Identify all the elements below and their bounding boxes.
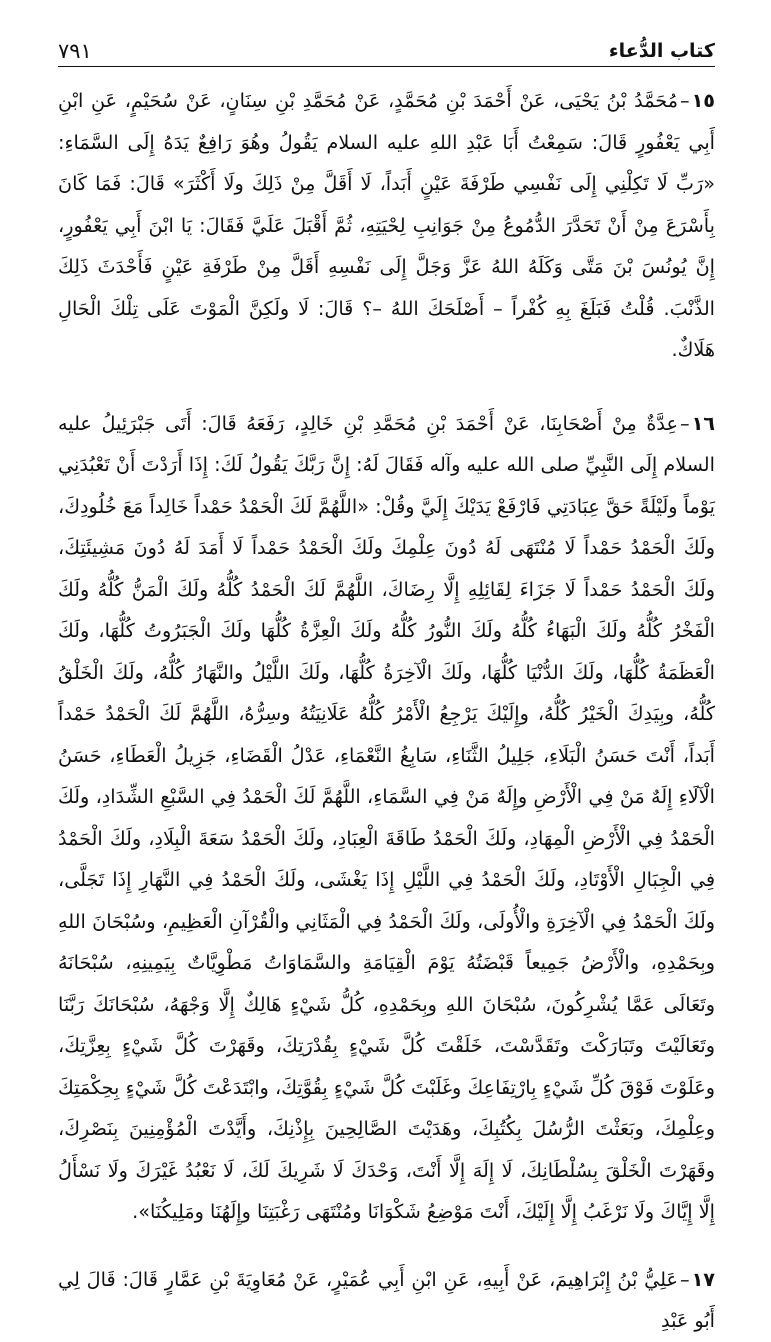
hadith-text: عِدَّةٌ مِنْ أَصْحَابِنَا، عَنْ أَحْمَدَ بْنِ مُحَمَّدِ بْنِ خَالِدٍ، رَفَعَهُ قَالَ: أَتَى جَبْرَئِيلُ عليه السلام إِلَى النَّبِيِّ صلى الله عليه وآله فَقَالَ لَهُ: إِنَّ رَبَّكَ يَقُولُ لَكَ: إِذَا أَرَدْتَ أَنْ تَعْبُدَنِي يَوْماً ولَيْلَةً حَقَّ عِبَادَتِي فَارْفَعْ يَدَيْكَ إِلَيَّ وقُلْ: «اللَّهُمَّ لَكَ الْحَمْدُ حَمْداً خَالِداً مَعَ خُلُودِكَ، ولَكَ الْحَمْدُ حَمْداً لَا مُنْتَهَى لَهُ دُونَ عِلْمِكَ ولَكَ الْحَمْدُ حَمْداً لَا أَمَدَ لَهُ دُونَ مَشِيئَتِكَ، ولَكَ الْحَمْدُ حَمْداً لَا جَزَاءَ لِقَائِلِهِ إِلَّا رِضَاكَ، اللَّهُمَّ لَكَ الْحَمْدُ كُلُّهُ ولَكَ الْمَنُّ كُلُّهُ ولَكَ الْفَخْرُ كُلُّهُ ولَكَ الْبَهَاءُ كُلُّهُ ولَكَ النُّورُ كُلُّهُ ولَكَ الْعِزَّةُ كُلُّهَا ولَكَ الْجَبَرُوتُ كُلُّهَا، ولَكَ الْعَظَمَةُ كُلُّهَا، ولَكَ الدُّنْيَا كُلُّهَا، ولَكَ الْآخِرَةُ كُلُّهَا، ولَكَ اللَّيْلُ والنَّهَارُ كُلُّهُ، ولَكَ الْخَلْقُ كُلُّهُ، وبِيَدِكَ الْخَيْرُ كُلُّهُ، وإِلَيْكَ يَرْجِعُ الْأَمْرُ كُلُّهُ عَلَانِيَتُهُ وسِرُّهُ، اللَّهُمَّ لَكَ الْحَمْدُ حَمْداً أَبَداً، أَنْتَ حَسَنُ الْبَلَاءِ، جَلِيلُ الثَّنَاءِ، سَابِغُ النَّعْمَاءِ، عَدْلُ الْقَضَاءِ، جَزِيلُ الْعَطَاءِ، حَسَنُ الْآلَاءِ إِلَهٌ مَنْ فِي الْأَرْضِ وإِلَهٌ مَنْ فِي السَّمَاءِ، اللَّهُمَّ لَكَ الْحَمْدُ فِي السَّبْعِ الشِّدَادِ، ولَكَ الْحَمْدُ فِي الْأَرْضِ الْمِهَادِ، ولَكَ الْحَمْدُ طَاقَةَ الْعِبَادِ، ولَكَ الْحَمْدُ سَعَةَ الْبِلَادِ، ولَكَ الْحَمْدُ فِي الْجِبَالِ الْأَوْتَادِ، ولَكَ الْحَمْدُ فِي اللَّيْلِ إِذَا يَغْشَى، ولَكَ الْحَمْدُ فِي النَّهَارِ إِذَا تَجَلَّى، ولَكَ الْحَمْدُ فِي الْآخِرَةِ والْأُولَى، ولَكَ الْحَمْدُ فِي الْمَثَانِي والْقُرْآنِ الْعَظِيمِ، وسُبْحَانَ اللهِ وبِحَمْدِهِ، والْأَرْضُ جَمِيعاً قَبْضَتُهُ يَوْمَ الْقِيَامَةِ والسَّمَاوَاتُ مَطْوِيَّاتٌ بِيَمِينِهِ، سُبْحَانَهُ وتَعَالَى عَمَّا يُشْرِكُونَ، سُبْحَانَ اللهِ وبِحَمْدِهِ، كُلُّ شَيْءٍ هَالِكٌ إِلَّا وَجْهَهُ، سُبْحَانَكَ رَبَّنَا وتَعَالَيْتَ وتَبَارَكْتَ وتَقَدَّسْتَ، خَلَقْتَ كُلَّ شَيْءٍ بِقُدْرَتِكَ، وقَهَرْتَ كُلَّ شَيْءٍ بِعِزَّتِكَ، وعَلَوْتَ فَوْقَ كُلِّ شَيْءٍ بِارْتِفَاعِكَ وغَلَبْتَ كُلَّ شَيْءٍ بِقُوَّتِكَ، وابْتَدَعْتَ كُلَّ شَيْءٍ بِحِكْمَتِكَ وعِلْمِكَ، وبَعَثْتَ الرُّسُلَ بِكُتُبِكَ، وهَدَيْتَ الصَّالِحِينَ بِإِذْنِكَ، وأَيَّدْتَ الْمُؤْمِنِينَ بِنَصْرِكَ، وقَهَرْتَ الْخَلْقَ بِسُلْطَانِكَ، لَا إِلَهَ إِلَّا أَنْتَ، وَحْدَكَ لَا شَرِيكَ لَكَ، لَا نَعْبُدُ غَيْرَكَ ولَا نَسْأَلُ إِلَّا إِيَّاكَ ولَا نَرْغَبُ إِلَّا إِلَيْكَ، أَنْتَ مَوْضِعُ شَكْوَانَا ومُنْتَهَى رَغْبَتِنَا وإِلَهُنَا ومَلِيكُنَا». <box>58 411 715 1223</box>
page-number: ٧٩١ <box>58 39 92 63</box>
hadith-number: ١٦ <box>691 411 715 435</box>
hadith-paragraph-16 <box>58 403 715 1233</box>
hadith-number-separator: – <box>679 411 690 435</box>
hadith-paragraph-17 <box>58 1259 715 1342</box>
book-title: كتاب الدُّعاء <box>608 40 715 62</box>
hadith-number: ١٧ <box>691 1267 715 1291</box>
hadith-number-separator: – <box>679 89 690 112</box>
hadith-text: مُحَمَّدُ بْنُ يَحْيَى، عَنْ أَحْمَدَ بْنِ مُحَمَّدٍ، عَنْ مُحَمَّدِ بْنِ سِنَانٍ، عَنْ سُحَيْمٍ، عَنِ ابْنِ أَبِي يَعْفُورٍ قَالَ: سَمِعْتُ أَبَا عَبْدِ اللهِ عليه السلام يَقُولُ وهُوَ رَافِعٌ يَدَهُ إِلَى السَّمَاءِ: «رَبِّ لَا تَكِلْنِي إِلَى نَفْسِي طَرْفَةَ عَيْنٍ أَبَداً، لَا أَقَلَّ مِنْ ذَلِكَ ولَا أَكْثَرَ» قَالَ: فَمَا كَانَ بِأَسْرَعَ مِنْ أَنْ تَحَدَّرَ الدُّمُوعُ مِنْ جَوَانِبِ لِحْيَتِهِ، ثُمَّ أَقْبَلَ عَلَيَّ فَقَالَ: يَا ابْنَ أَبِي يَعْفُورٍ، إِنَّ يُونُسَ بْنَ مَتَّى وَكَلَهُ اللهُ عَزَّ وَجَلَّ إِلَى نَفْسِهِ أَقَلَّ مِنْ طَرْفَةِ عَيْنٍ فَأَحْدَثَ ذَلِكَ الذَّنْبَ. قُلْتُ فَبَلَغَ بِهِ كُفْراً – أَصْلَحَكَ اللهُ –؟ قَالَ: لَا ولَكِنَّ الْمَوْتَ عَلَى تِلْكَ الْحَالِ هَلَاكٌ. <box>58 89 715 361</box>
running-header <box>58 28 715 67</box>
hadith-paragraph-15 <box>58 80 715 371</box>
hadith-number-separator: – <box>679 1267 690 1291</box>
hadith-text: عَلِيُّ بْنُ إِبْرَاهِيمَ، عَنْ أَبِيهِ، عَنِ ابْنِ أَبِي عُمَيْرٍ، عَنْ مُعَاوِيَةَ بْنِ عَمَّارٍ قَالَ: قَالَ لِي أَبُو عَبْدِ <box>58 1267 715 1332</box>
hadith-number: ١٥ <box>691 89 715 112</box>
page-text-body <box>58 80 715 1342</box>
